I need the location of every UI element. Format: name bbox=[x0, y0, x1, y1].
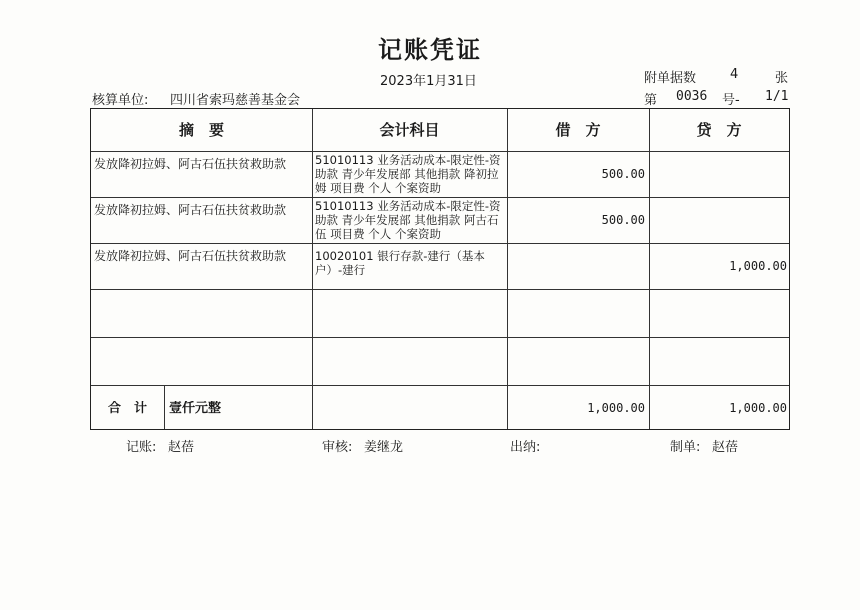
bookkeeper-name: 赵蓓 bbox=[168, 440, 195, 455]
attachments-label: 附单据数 bbox=[644, 71, 697, 86]
row-3-account: 10020101 银行存款-建行（基本户）-建行 bbox=[315, 249, 485, 277]
column-divider bbox=[649, 109, 650, 429]
row-divider bbox=[91, 151, 789, 152]
reviewer-label: 审核: bbox=[322, 440, 353, 455]
column-divider bbox=[507, 109, 508, 429]
reviewer-name: 姜继龙 bbox=[364, 440, 404, 455]
voucher-page: 1/1 bbox=[765, 89, 789, 104]
total-label-divider bbox=[164, 385, 165, 429]
total-amount-words: 壹仟元整 bbox=[169, 401, 222, 416]
bookkeeper-label: 记账: bbox=[126, 440, 157, 455]
header-account: 会计科目 bbox=[379, 121, 440, 139]
voucher-table bbox=[90, 108, 790, 430]
preparer-name: 赵蓓 bbox=[712, 440, 739, 455]
total-label: 合 计 bbox=[107, 401, 147, 416]
row-2-summary: 发放降初拉姆、阿古石伍扶贫救助款 bbox=[94, 203, 287, 217]
voucher-number: 0036 bbox=[676, 89, 708, 104]
column-divider bbox=[312, 109, 313, 429]
total-credit: 1,000.00 bbox=[729, 401, 787, 415]
attachments-count: 4 bbox=[730, 67, 739, 82]
row-3-credit: 1,000.00 bbox=[729, 259, 787, 273]
header-debit: 借 方 bbox=[555, 121, 601, 139]
row-1-account: 51010113 业务活动成本-限定性-资助款 青少年发展部 其他捐款 降初拉姆 项目费 个人 个案资助 bbox=[315, 153, 501, 195]
voucher-title: 记账凭证 bbox=[378, 36, 482, 64]
row-divider bbox=[91, 289, 789, 290]
row-divider bbox=[91, 385, 789, 386]
row-3-summary: 发放降初拉姆、阿古石伍扶贫救助款 bbox=[94, 249, 287, 263]
row-divider bbox=[91, 197, 789, 198]
header-summary: 摘 要 bbox=[178, 121, 224, 139]
preparer-label: 制单: bbox=[670, 440, 701, 455]
row-2-account: 51010113 业务活动成本-限定性-资助款 青少年发展部 其他捐款 阿古石伍 项目费 个人 个案资助 bbox=[315, 199, 501, 241]
row-2-debit: 500.00 bbox=[601, 213, 645, 227]
unit-label: 核算单位: bbox=[92, 93, 149, 108]
attachments-unit: 张 bbox=[775, 71, 789, 86]
voucher-date: 2023年1月31日 bbox=[380, 74, 477, 89]
row-divider bbox=[91, 337, 789, 338]
cashier-label: 出纳: bbox=[510, 440, 541, 455]
unit-name: 四川省索玛慈善基金会 bbox=[170, 93, 301, 108]
total-debit: 1,000.00 bbox=[587, 401, 645, 415]
header-credit: 贷 方 bbox=[696, 121, 742, 139]
row-divider bbox=[91, 243, 789, 244]
voucher-no-suffix: 号- bbox=[722, 93, 740, 108]
row-1-summary: 发放降初拉姆、阿古石伍扶贫救助款 bbox=[94, 157, 287, 171]
row-1-debit: 500.00 bbox=[601, 167, 645, 181]
voucher-no-prefix: 第 bbox=[644, 93, 658, 108]
